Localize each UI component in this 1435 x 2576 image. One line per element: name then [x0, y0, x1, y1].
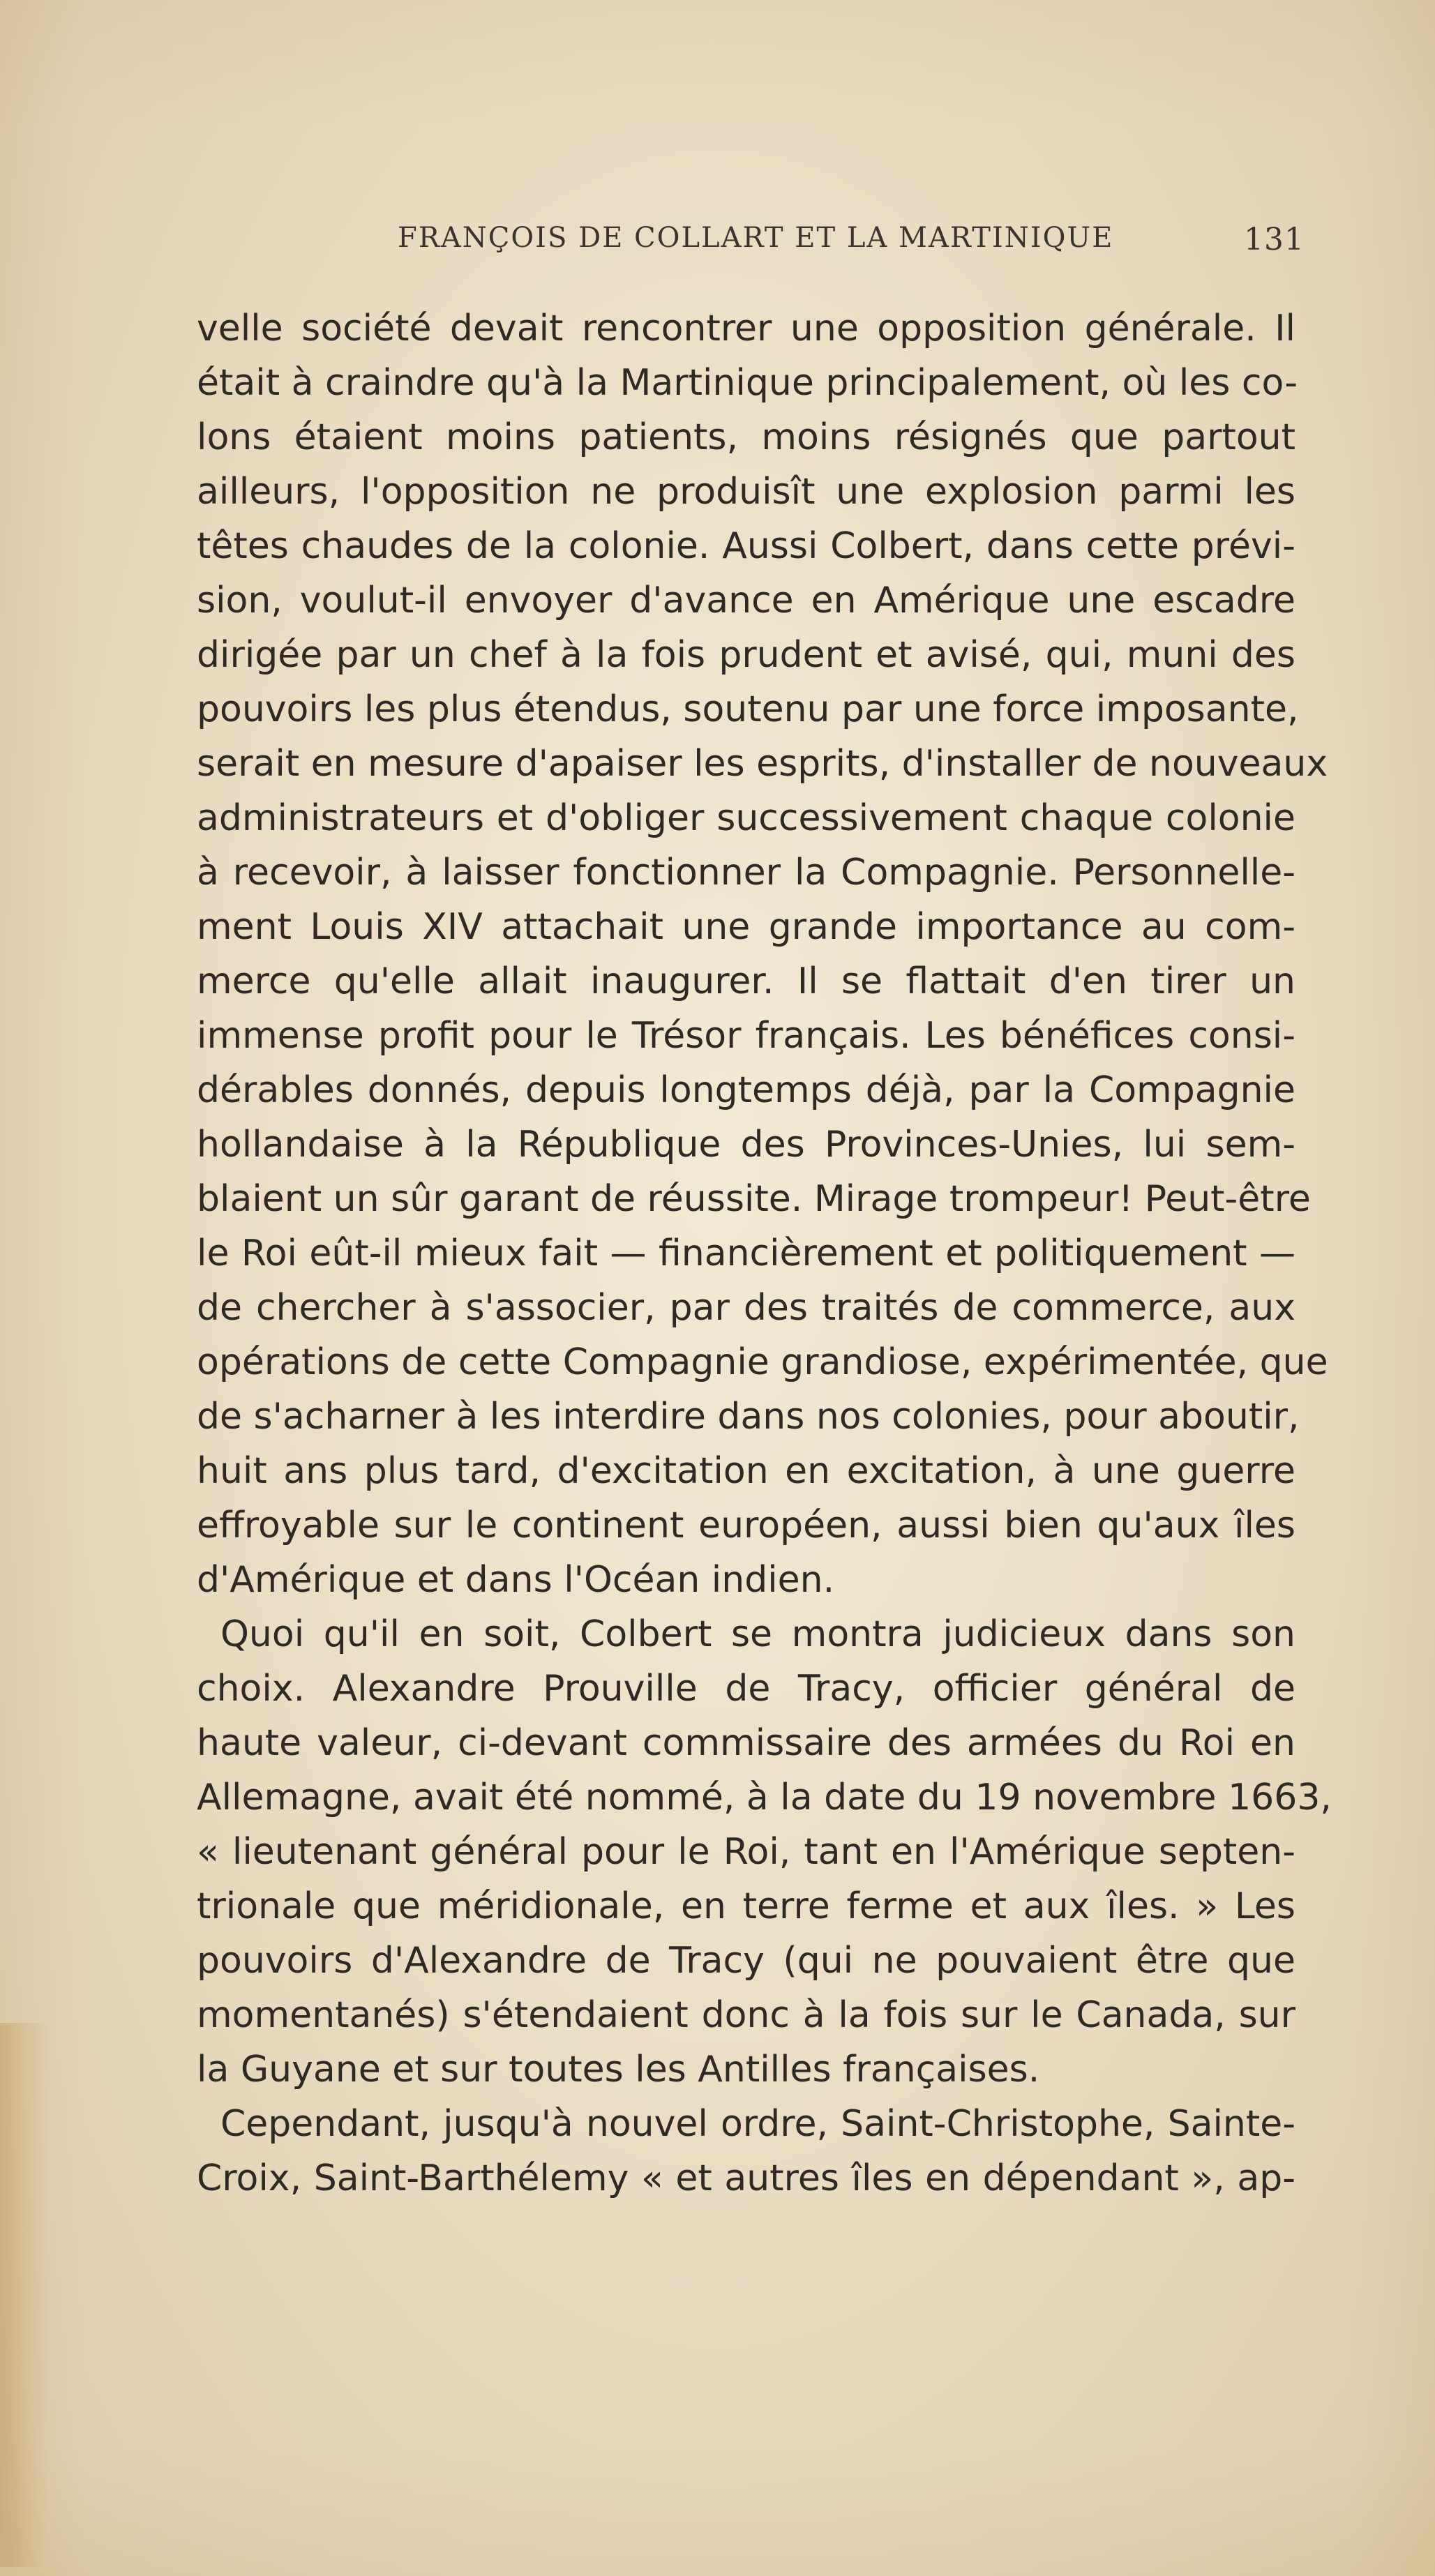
text-line: dirigée par un chef à la fois prudent et avisé, qui, muni des — [197, 634, 1295, 676]
text-line: Croix, Saint-Barthélemy « et autres îles en dépendant », ap- — [197, 2157, 1295, 2199]
text-line: velle société devait rencontrer une opposition générale. Il — [197, 308, 1295, 349]
text-line: merce qu'elle allait inaugurer. Il se flattait d'en tirer un — [197, 961, 1295, 1002]
text-line: effroyable sur le continent européen, aussi bien qu'aux îles — [197, 1505, 1295, 1546]
text-line: Allemagne, avait été nommé, à la date du 19 novembre 1663, — [197, 1777, 1332, 1818]
body-text — [197, 301, 1332, 2206]
text-line: « lieutenant général pour le Roi, tant en l'Amérique septen- — [197, 1831, 1295, 1873]
text-line: choix. Alexandre Prouville de Tracy, officier général de — [197, 1668, 1295, 1710]
text-line: le Roi eût-il mieux fait — financièrement et politiquement — — [197, 1233, 1295, 1274]
paragraph-start-line: Quoi qu'il en soit, Colbert se montra judicieux dans son — [220, 1613, 1295, 1655]
text-line: momentanés) s'étendaient donc à la fois sur le Canada, sur — [197, 1994, 1295, 2036]
text-line: haute valeur, ci-devant commissaire des armées du Roi en — [197, 1722, 1295, 1764]
text-line: était à craindre qu'à la Martinique principalement, où les co- — [197, 362, 1298, 404]
text-line: dérables donnés, depuis longtemps déjà, par la Compagnie — [197, 1069, 1295, 1111]
text-line: serait en mesure d'apaiser les esprits, d'installer de nouveaux — [197, 743, 1328, 785]
paragraph-end-line: la Guyane et sur toutes les Antilles françaises. — [197, 2049, 1040, 2091]
text-line: sion, voulut-il envoyer d'avance en Amérique une escadre — [197, 580, 1295, 622]
paragraph-end-line: d'Amérique et dans l'Océan indien. — [197, 1559, 835, 1601]
text-line: ment Louis XIV attachait une grande importance au com- — [197, 906, 1295, 948]
text-line: trionale que méridionale, en terre ferme et aux îles. » Les — [197, 1885, 1295, 1927]
text-line: à recevoir, à laisser fonctionner la Compagnie. Personnelle- — [197, 852, 1295, 894]
text-line: de s'acharner à les interdire dans nos colonies, pour aboutir, — [197, 1396, 1300, 1438]
page-number: 131 — [1244, 222, 1305, 257]
text-line: têtes chaudes de la colonie. Aussi Colbert, dans cette prévi- — [197, 525, 1295, 567]
text-line: immense profit pour le Trésor français. Les bénéfices consi- — [197, 1015, 1295, 1057]
text-line: blaient un sûr garant de réussite. Mirage trompeur! Peut-être — [197, 1178, 1311, 1220]
text-line: huit ans plus tard, d'excitation en excitation, à une guerre — [197, 1450, 1295, 1492]
text-line: de chercher à s'associer, par des traités de commerce, aux — [197, 1287, 1295, 1329]
text-line: pouvoirs d'Alexandre de Tracy (qui ne pouvaient être que — [197, 1940, 1295, 1982]
text-line: lons étaient moins patients, moins résignés que partout — [197, 416, 1295, 458]
page-edge-stain — [0, 2023, 49, 2567]
text-line: ailleurs, l'opposition ne produisît une explosion parmi les — [197, 471, 1295, 513]
text-line: administrateurs et d'obliger successivement chaque colonie — [197, 797, 1295, 839]
page-header — [398, 222, 1305, 264]
text-line: pouvoirs les plus étendus, soutenu par une force imposante, — [197, 688, 1299, 730]
text-line: hollandaise à la République des Provinces-Unies, lui sem- — [197, 1124, 1295, 1166]
text-line: opérations de cette Compagnie grandiose, expérimentée, que — [197, 1341, 1328, 1383]
paragraph-start-line: Cependant, jusqu'à nouvel ordre, Saint-Christophe, Sainte- — [220, 2103, 1295, 2145]
running-title: FRANÇOIS DE COLLART ET LA MARTINIQUE — [398, 222, 1114, 254]
